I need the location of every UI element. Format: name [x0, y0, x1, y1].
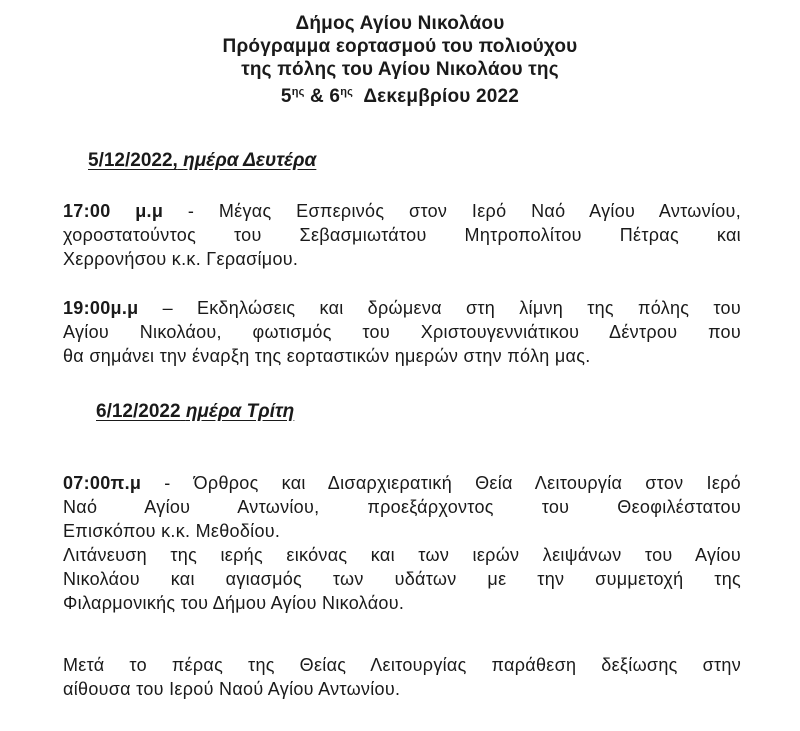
day2-heading — [96, 401, 294, 423]
header-month-year: Δεκεμβρίου 2022 — [363, 86, 520, 107]
event-line: 07:00π.μ - Όρθρος και Δισαρχιερατική Θεία Λειτουργία στον Ιερό — [63, 473, 741, 493]
event-17-00 — [63, 199, 741, 271]
event-line: χοροστατούντος του Σεβασμιωτάτου Μητροπολίτου Πέτρας και — [63, 225, 741, 245]
event-line: Ναό Αγίου Αντωνίου, προεξάρχοντος του Θεοφιλέστατου — [63, 497, 741, 517]
event-time: 07:00π.μ — [63, 473, 142, 493]
day1-weekday: ημέρα Δευτέρα — [183, 150, 317, 171]
event-line: Αγίου Νικολάου, φωτισμός του Χριστουγεννιάτικου Δέντρου που — [63, 322, 741, 342]
header-program-title: Πρόγραμμα εορτασμού του πολιούχου — [222, 36, 578, 57]
event-line: Φιλαρμονικής του Δήμου Αγίου Νικολάου. — [63, 593, 405, 613]
closing-line: αίθουσα του Ιερού Ναού Αγίου Αντωνίου. — [63, 679, 401, 699]
document-header — [0, 12, 800, 108]
event-line: Νικολάου και αγιασμός των υδάτων με την συμμετοχή της — [63, 569, 741, 589]
day1-heading — [88, 150, 316, 172]
event-line: 17:00 μ.μ - Μέγας Εσπερινός στον Ιερό Ναό Αγίου Αντωνίου, — [63, 201, 741, 221]
event-line: Επισκόπου κ.κ. Μεθοδίου. — [63, 521, 281, 541]
closing-line: Μετά το πέρας της Θείας Λειτουργίας παράθεση δεξίωσης στην — [63, 655, 741, 675]
event-19-00 — [63, 296, 741, 368]
event-line: 19:00μ.μ – Εκδηλώσεις και δρώμενα στη λίμνη της πόλης του — [63, 298, 741, 318]
day2-date: 6/12/2022 — [96, 401, 181, 422]
header-dates — [0, 81, 800, 108]
event-line: Χερρονήσου κ.κ. Γερασίμου. — [63, 249, 299, 269]
event-time: 17:00 μ.μ — [63, 201, 164, 221]
header-ampersand: & — [310, 86, 324, 107]
day2-weekday: ημέρα Τρίτη — [185, 401, 295, 422]
event-07-00 — [63, 471, 741, 615]
header-day2-suffix: ης — [340, 86, 354, 98]
closing-paragraph — [63, 653, 741, 701]
event-line: θα σημάνει την έναρξη της εορταστικών ημερών στην πόλη μας. — [63, 346, 591, 366]
header-day2: 6 — [329, 86, 341, 107]
header-program-subtitle: της πόλης του Αγίου Νικολάου της — [241, 59, 559, 80]
header-municipality: Δήμος Αγίου Νικολάου — [295, 13, 505, 34]
header-day1-suffix: ης — [291, 86, 305, 98]
day1-date: 5/12/2022, — [88, 150, 178, 171]
header-day1: 5 — [280, 86, 292, 107]
event-time: 19:00μ.μ — [63, 298, 139, 318]
event-line: Λιτάνευση της ιερής εικόνας και των ιερών λειψάνων του Αγίου — [63, 545, 741, 565]
